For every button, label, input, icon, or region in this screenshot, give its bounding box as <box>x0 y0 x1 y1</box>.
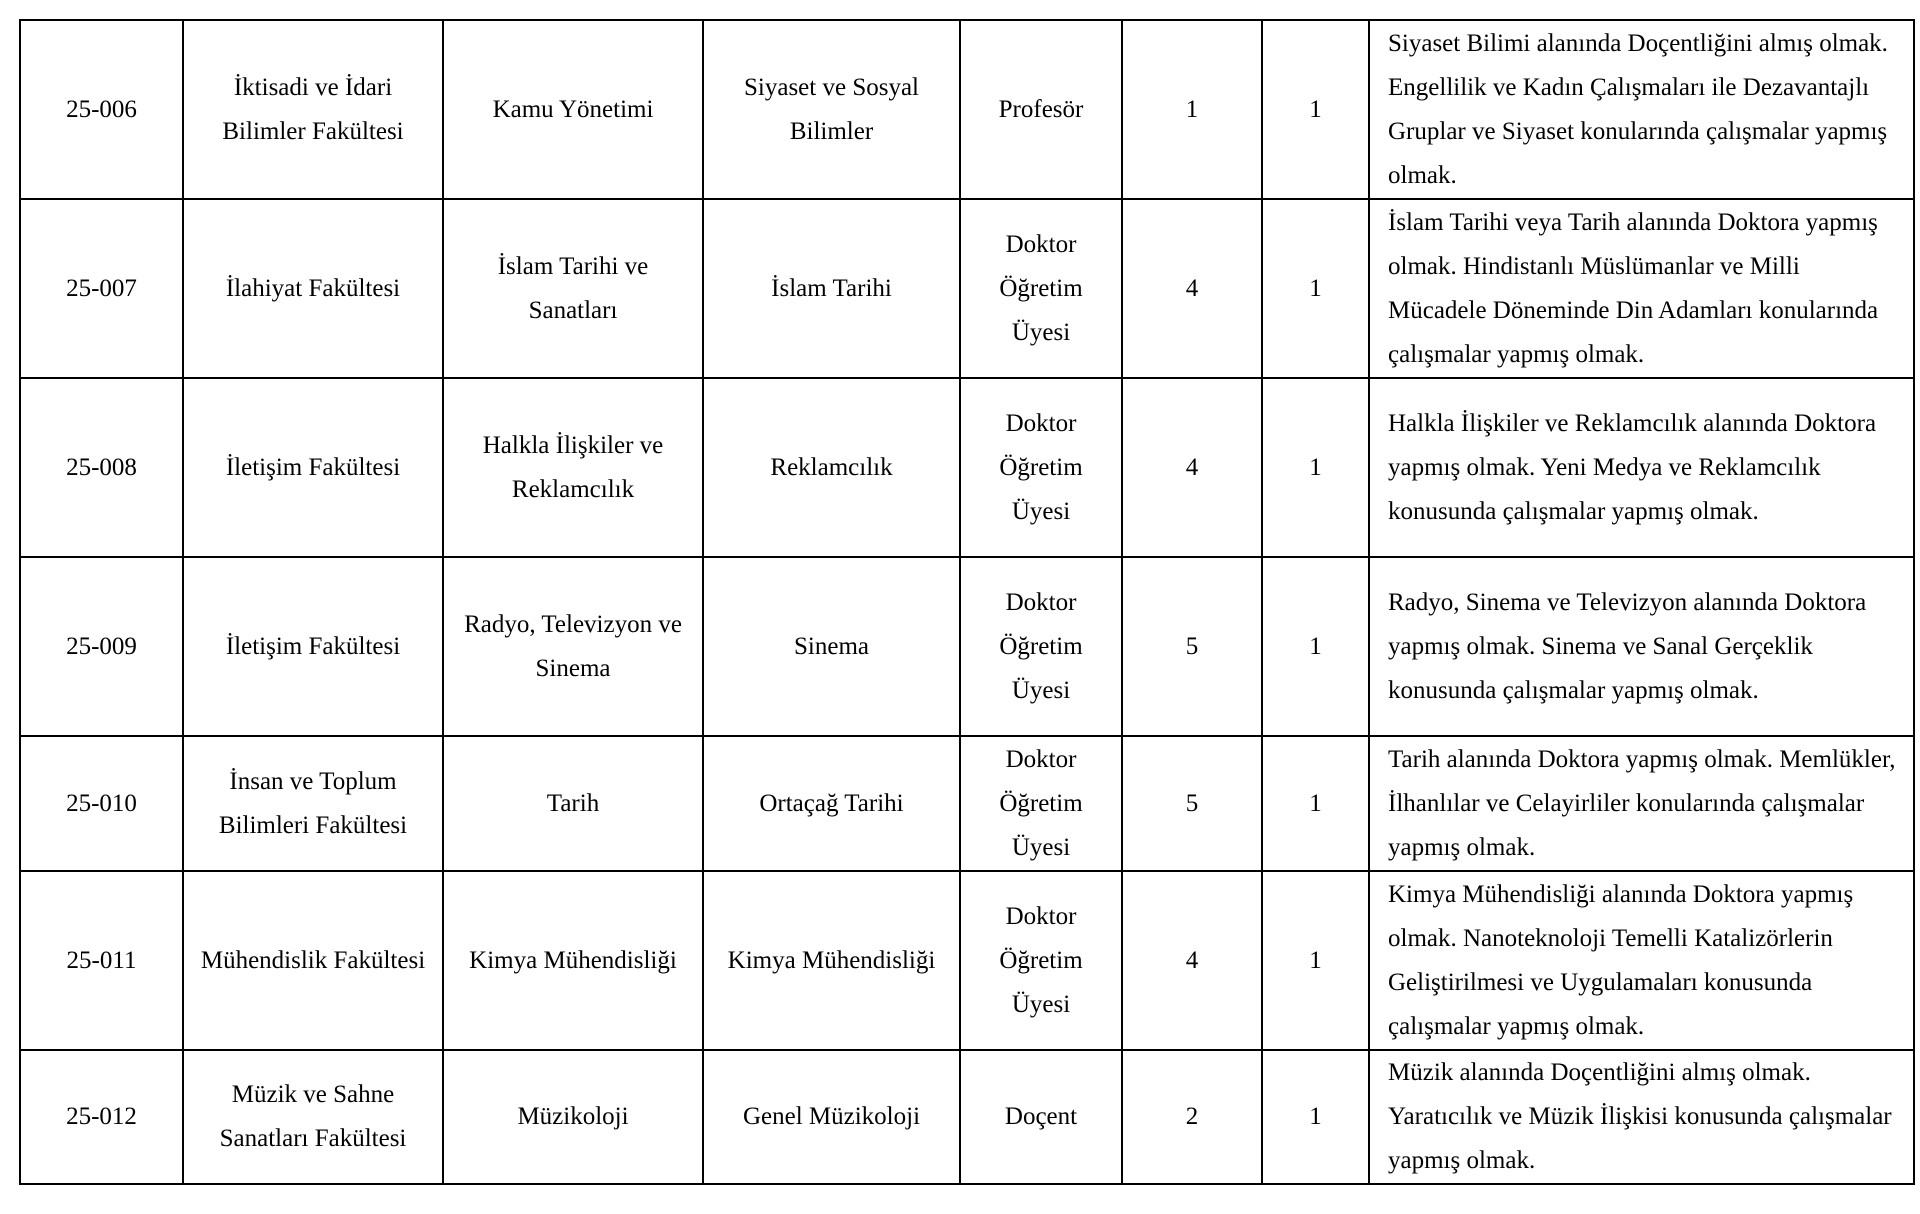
title-cell: Doktor Öğretim Üyesi <box>960 871 1122 1050</box>
degree-cell: 5 <box>1122 736 1262 871</box>
ilan-no-cell: 25-008 <box>20 378 183 557</box>
ilan-no-cell: 25-012 <box>20 1050 183 1184</box>
degree-cell: 4 <box>1122 378 1262 557</box>
requirements-cell: Siyaset Bilimi alanında Doçentliğini almış olmak. Engellilik ve Kadın Çalışmaları ile Dezavantajlı Gruplar ve Siyaset konularında çalışmalar yapmış olmak. <box>1369 20 1914 199</box>
table-row <box>20 20 1914 199</box>
table-row <box>20 871 1914 1050</box>
faculty-cell: Müzik ve Sahne Sanatları Fakültesi <box>183 1050 443 1184</box>
requirements-cell: Müzik alanında Doçentliğini almış olmak. Yaratıcılık ve Müzik İlişkisi konusunda çalışmalar yapmış olmak. <box>1369 1050 1914 1184</box>
title-cell: Doçent <box>960 1050 1122 1184</box>
ilan-no-cell: 25-006 <box>20 20 183 199</box>
count-cell: 1 <box>1262 1050 1369 1184</box>
degree-cell: 1 <box>1122 20 1262 199</box>
title-cell: Doktor Öğretim Üyesi <box>960 378 1122 557</box>
faculty-cell: İnsan ve Toplum Bilimleri Fakültesi <box>183 736 443 871</box>
count-cell: 1 <box>1262 20 1369 199</box>
subdivision-cell: Ortaçağ Tarihi <box>703 736 960 871</box>
requirements-cell: Kimya Mühendisliği alanında Doktora yapmış olmak. Nanoteknoloji Temelli Katalizörlerin Geliştirilmesi ve Uygulamaları konusunda çalışmalar yapmış olmak. <box>1369 871 1914 1050</box>
subdivision-cell: Reklamcılık <box>703 378 960 557</box>
position-table-container <box>19 19 1915 1185</box>
count-cell: 1 <box>1262 736 1369 871</box>
faculty-cell: İletişim Fakültesi <box>183 378 443 557</box>
degree-cell: 4 <box>1122 871 1262 1050</box>
requirements-cell: Tarih alanında Doktora yapmış olmak. Memlükler, İlhanlılar ve Celayirliler konularında çalışmalar yapmış olmak. <box>1369 736 1914 871</box>
title-cell: Profesör <box>960 20 1122 199</box>
subdivision-cell: Genel Müzikoloji <box>703 1050 960 1184</box>
ilan-no-cell: 25-011 <box>20 871 183 1050</box>
degree-cell: 4 <box>1122 199 1262 378</box>
degree-cell: 2 <box>1122 1050 1262 1184</box>
table-row <box>20 199 1914 378</box>
requirements-cell: İslam Tarihi veya Tarih alanında Doktora yapmış olmak. Hindistanlı Müslümanlar ve Milli Mücadele Döneminde Din Adamları konularında çalışmalar yapmış olmak. <box>1369 199 1914 378</box>
title-cell: Doktor Öğretim Üyesi <box>960 557 1122 736</box>
count-cell: 1 <box>1262 199 1369 378</box>
degree-cell: 5 <box>1122 557 1262 736</box>
table-row <box>20 557 1914 736</box>
faculty-cell: İktisadi ve İdari Bilimler Fakültesi <box>183 20 443 199</box>
title-cell: Doktor Öğretim Üyesi <box>960 199 1122 378</box>
department-cell: Kamu Yönetimi <box>443 20 703 199</box>
ilan-no-cell: 25-010 <box>20 736 183 871</box>
subdivision-cell: Kimya Mühendisliği <box>703 871 960 1050</box>
count-cell: 1 <box>1262 378 1369 557</box>
count-cell: 1 <box>1262 557 1369 736</box>
requirements-cell: Radyo, Sinema ve Televizyon alanında Doktora yapmış olmak. Sinema ve Sanal Gerçeklik konusunda çalışmalar yapmış olmak. <box>1369 557 1914 736</box>
subdivision-cell: Siyaset ve Sosyal Bilimler <box>703 20 960 199</box>
department-cell: Kimya Mühendisliği <box>443 871 703 1050</box>
table-row <box>20 378 1914 557</box>
subdivision-cell: Sinema <box>703 557 960 736</box>
faculty-cell: Mühendislik Fakültesi <box>183 871 443 1050</box>
table-row <box>20 736 1914 871</box>
faculty-cell: İlahiyat Fakültesi <box>183 199 443 378</box>
count-cell: 1 <box>1262 871 1369 1050</box>
department-cell: Radyo, Televizyon ve Sinema <box>443 557 703 736</box>
department-cell: İslam Tarihi ve Sanatları <box>443 199 703 378</box>
requirements-cell: Halkla İlişkiler ve Reklamcılık alanında Doktora yapmış olmak. Yeni Medya ve Reklamcılık konusunda çalışmalar yapmış olmak. <box>1369 378 1914 557</box>
position-listing-table <box>19 19 1915 1185</box>
ilan-no-cell: 25-007 <box>20 199 183 378</box>
department-cell: Tarih <box>443 736 703 871</box>
department-cell: Müzikoloji <box>443 1050 703 1184</box>
subdivision-cell: İslam Tarihi <box>703 199 960 378</box>
department-cell: Halkla İlişkiler ve Reklamcılık <box>443 378 703 557</box>
ilan-no-cell: 25-009 <box>20 557 183 736</box>
table-row <box>20 1050 1914 1184</box>
title-cell: Doktor Öğretim Üyesi <box>960 736 1122 871</box>
faculty-cell: İletişim Fakültesi <box>183 557 443 736</box>
